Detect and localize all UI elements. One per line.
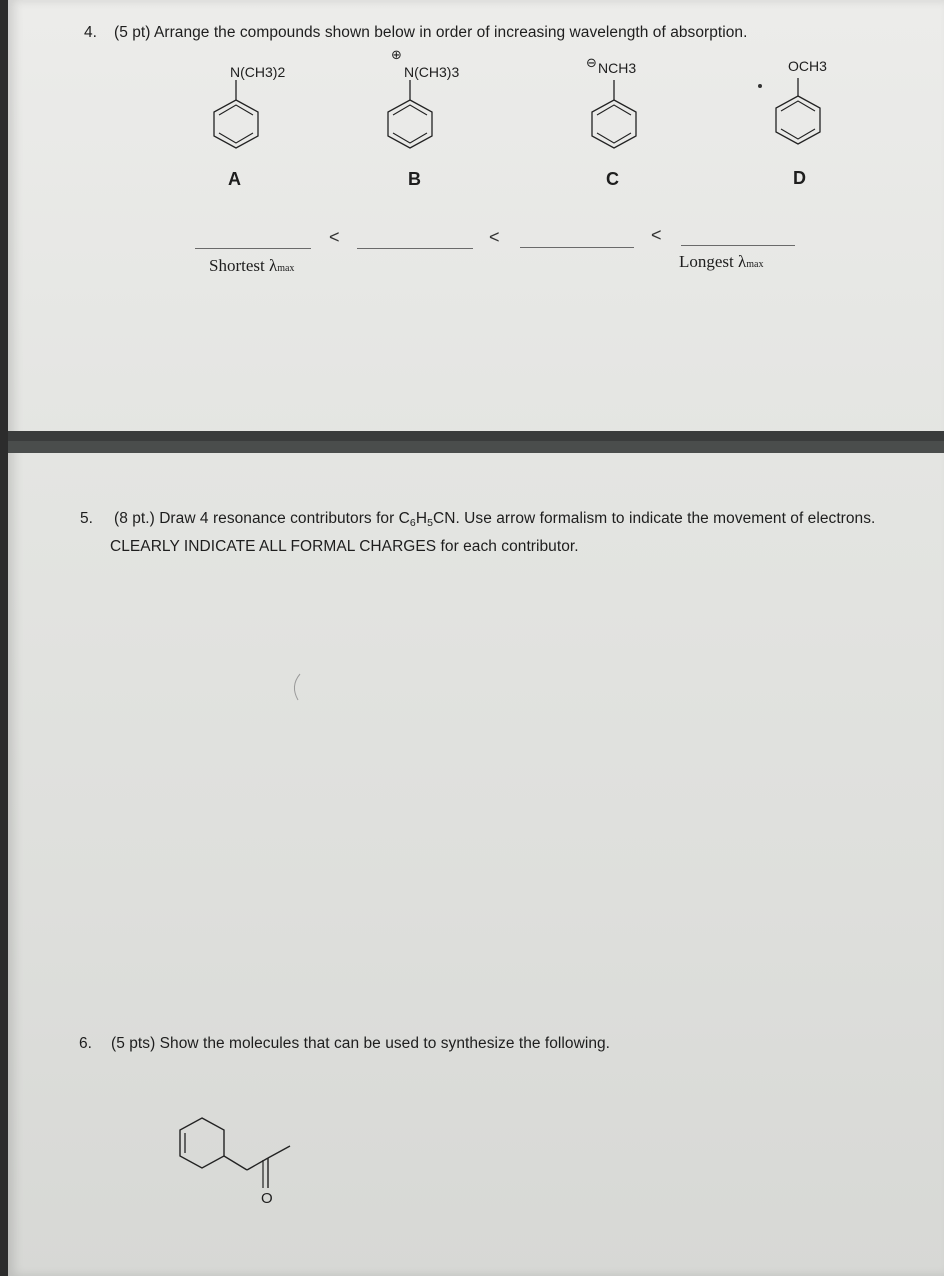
question-5-number: 5. [80,510,94,527]
compound-a-substituent: N(CH3)2 [230,64,286,80]
compound-a-benzene-ring [206,80,266,150]
longest-lambda-caption: Longest λmax [679,252,764,271]
compound-d-label: D [793,168,806,188]
compound-c-charge: ⊖ [586,55,597,70]
question-5-line-1: (8 pt.) Draw 4 resonance contributors for $C_6H_5CN$. Use arrow formalism to indicate the movement of electrons. [114,510,876,529]
cyclohexenyl-ketone-structure [168,1110,308,1225]
pencil-mark [286,672,306,702]
answer-blank-3[interactable] [520,247,634,248]
compound-c-label: C [606,169,619,189]
compound-b-substituent: N(CH3)3 [404,64,460,80]
compound-b-benzene-ring [380,80,440,150]
compound-c-benzene-ring [584,80,644,150]
compound-d-substituent: OCH3 [788,58,827,74]
question-6-text: (5 pts) Show the molecules that can be used to synthesize the following. [111,1035,611,1052]
less-than-1: < [329,227,340,247]
ink-dot [756,82,764,90]
section-divider-shade [8,441,944,453]
question-4-number: 4. [84,24,98,41]
question-6-number: 6. [79,1035,93,1052]
compound-b-label: B [408,169,421,189]
exam-page [8,0,944,1276]
less-than-3: < [651,225,662,245]
compound-d-benzene-ring [768,78,828,148]
answer-blank-2[interactable] [357,248,473,249]
question-4-text: (5 pt) Arrange the compounds shown below in order of increasing wavelength of absorption. [114,24,748,41]
compound-c-substituent: NCH3 [598,60,637,76]
compound-a-label: A [228,169,241,189]
answer-blank-1[interactable] [195,248,311,249]
compound-b-charge: ⊕ [391,47,402,62]
less-than-2: < [489,227,500,247]
question-5-line-2: CLEARLY INDICATE ALL FORMAL CHARGES for each contributor. [110,538,579,555]
shortest-lambda-caption: Shortest λmax [209,256,295,275]
carbonyl-oxygen-label: O [261,1190,273,1207]
answer-blank-4[interactable] [681,245,795,246]
